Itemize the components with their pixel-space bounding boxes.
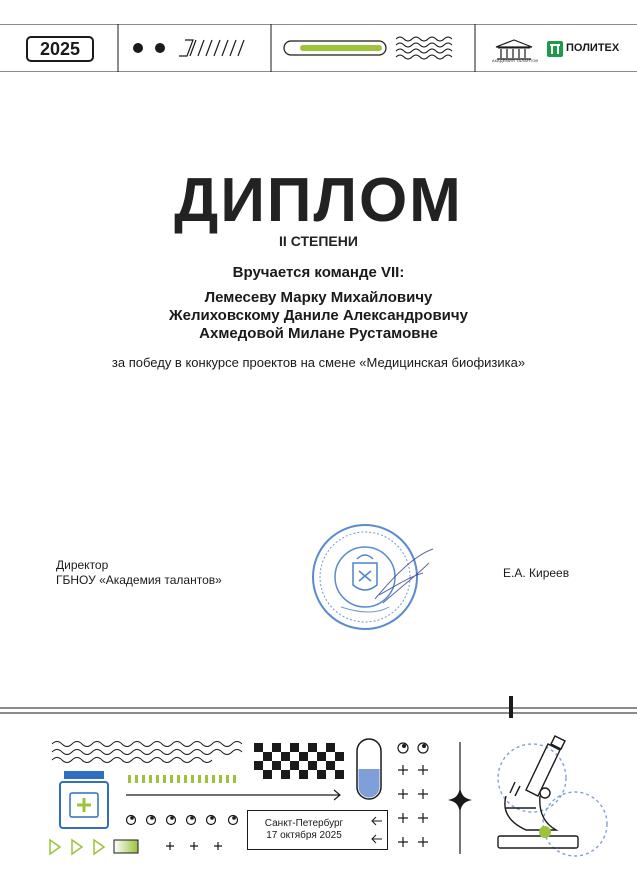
award-reason: за победу в конкурсе проектов на смене «Медицинская биофизика»: [111, 355, 526, 370]
team-line: Вручается команде VII:: [232, 264, 405, 281]
award-date: 17 октября 2025: [266, 830, 342, 841]
diploma-degree: II СТЕПЕНИ: [279, 233, 358, 249]
director-name: Е.А. Киреев: [503, 566, 570, 580]
diploma-title: ДИПЛОМ: [174, 166, 463, 235]
location-date: [254, 818, 354, 842]
recipient-name: Ахмедовой Милане Рустамовне: [199, 325, 438, 342]
director-title: Директор: [56, 558, 109, 572]
year-badge: 2025: [26, 36, 94, 62]
polytech-mark-icon: [547, 41, 563, 57]
recipient-name: Лемесеву Марку Михайловичу: [204, 289, 433, 306]
city-name: Санкт-Петербург: [264, 818, 344, 829]
official-seal-icon: [305, 515, 440, 635]
director-position: [56, 558, 222, 588]
location-date-box: [247, 810, 388, 850]
academy-logo-text: АКАДЕМИЯ ТАЛАНТОВ: [491, 58, 539, 63]
recipient-name: Желиховскому Даниле Александровичу: [169, 307, 468, 324]
medicine-bottle-icon: [60, 771, 108, 828]
header-frame: [0, 24, 637, 72]
header-decoration: [0, 24, 637, 72]
polytech-logo-text: ПОЛИТЕХ: [566, 42, 620, 54]
director-organization: ГБНОУ «Академия талантов»: [56, 573, 222, 587]
recipients-list: [0, 289, 637, 343]
footer-decoration: [0, 696, 637, 891]
microscope-icon: [498, 736, 607, 856]
